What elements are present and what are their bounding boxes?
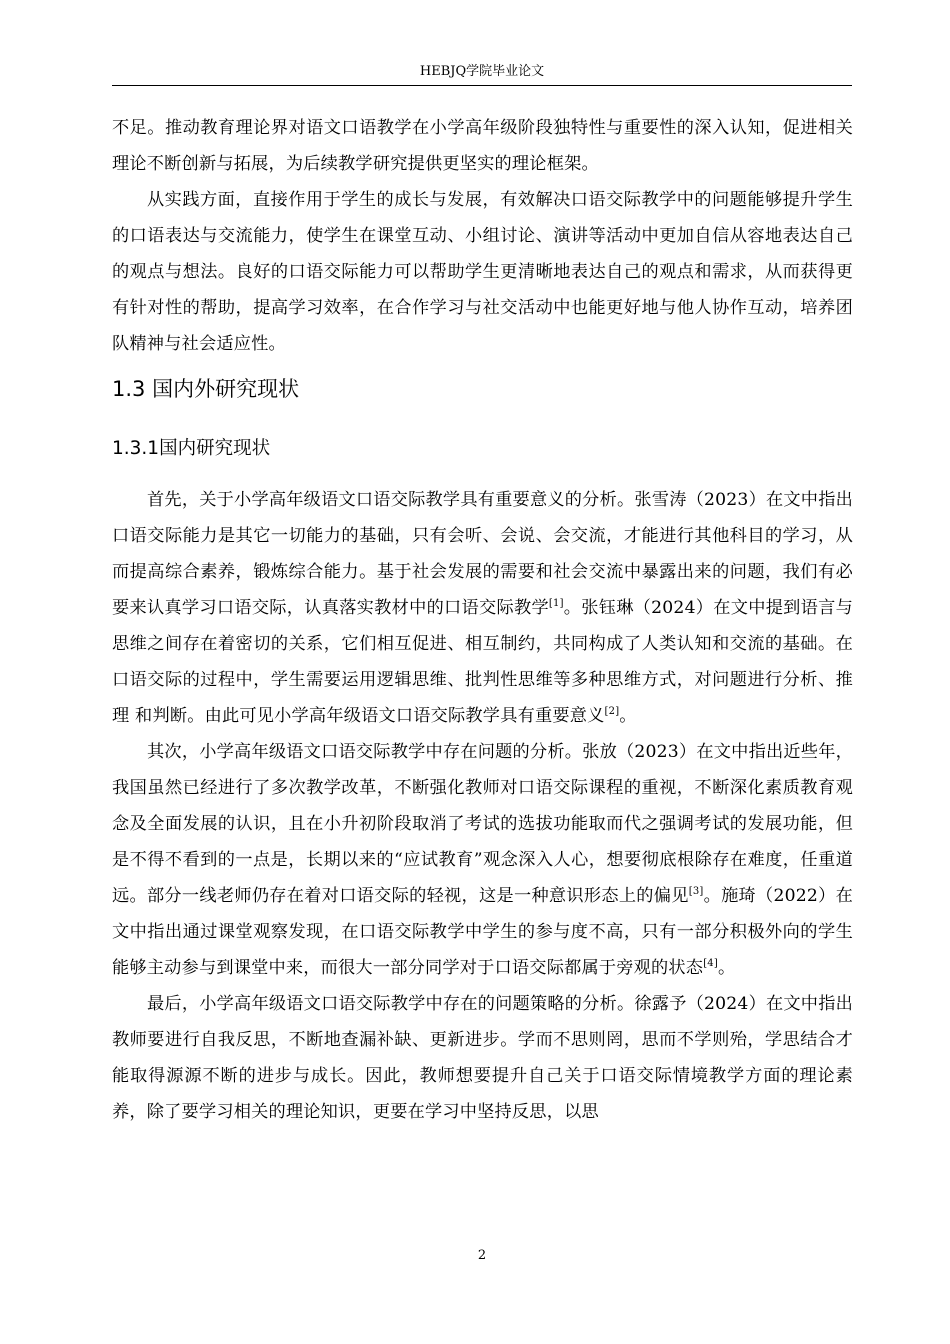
subsection-title: 国内研究现状 — [159, 438, 271, 459]
header-rule — [112, 85, 852, 86]
section-number: 1.3 — [112, 377, 146, 401]
paragraph-text: 。张钰琳（2024）在文中提到语言与思维之间存在着密切的关系，它们相互促进、相互制约，共同构成了人类认知和交流的基础。在口语交际的过程中，学生需要运用逻辑思维、批判性思维等多种思维方式，对问题进行分析、推理 和判断。由此可见小学高年级语文口语交际教学具有重要意义 — [112, 598, 853, 726]
page-body — [112, 110, 853, 1130]
subsection-number: 1.3.1 — [112, 438, 160, 459]
paragraph-text: 。施琦（2022）在文中指出通过课堂观察发现，在口语交际教学中学生的参与度不高，只有一部分积极外向的学生能够主动参与到课堂中来，而很大一部分同学对于口语交际都属于旁观的状态 — [112, 886, 853, 978]
paragraph-text: 其次，小学高年级语文口语交际教学中存在问题的分析。张放（2023）在文中指出近些年，我国虽然已经进行了多次教学改革，不断强化教师对口语交际课程的重视，不断深化素质教育观念及全面发展的认识，且在小升初阶段取消了考试的选拔功能取而代之强调考试的发展功能，但是不得不看到的一点是，长期以来的“应试教育”观念深入人心，想要彻底根除存在难度，任重道远。部分一线老师仍存在着对口语交际的轻视，这是一种意识形态上的偏见 — [112, 742, 853, 906]
citation-ref[interactable]: [3] — [688, 886, 704, 897]
paragraph-problems — [112, 734, 853, 986]
paragraph-text: 首先，关于小学高年级语文口语交际教学具有重要意义的分析。张雪涛（2023）在文中指出口语交际能力是其它一切能力的基础，只有会听、会说、会交流，才能进行其他科目的学习，从而提高综合素养，锻炼综合能力。基于社会发展的需要和社会交流中暴露出来的问题，我们有必要来认真学习口语交际，认真落实教材中的口语交际教学 — [112, 490, 853, 618]
citation-ref[interactable]: [2] — [604, 706, 620, 717]
paragraph-text: 。 — [717, 958, 736, 978]
subsection-heading — [112, 434, 853, 464]
section-heading — [112, 374, 853, 404]
section-title: 国内外研究现状 — [152, 377, 300, 401]
citation-ref[interactable]: [1] — [548, 598, 564, 609]
running-header: HEBJQ学院毕业论文 — [419, 64, 545, 79]
paragraph-continuation: 不足。推动教育理论界对语文口语教学在小学高年级阶段独特性与重要性的深入认知，促进相关理论不断创新与拓展，为后续教学研究提供更坚实的理论框架。 — [112, 118, 853, 174]
page-number: 2 — [477, 1248, 487, 1263]
paragraph-practice: 从实践方面，直接作用于学生的成长与发展，有效解决口语交际教学中的问题能够提升学生的口语表达与交流能力，使学生在课堂互动、小组讨论、演讲等活动中更加自信从容地表达自己的观点与想法。良好的口语交际能力可以帮助学生更清晰地表达自己的观点和需求，从而获得更有针对性的帮助，提高学习效率，在合作学习与社交活动中也能更好地与他人协作互动，培养团队精神与社会适应性。 — [112, 190, 853, 354]
paragraph-text: 。 — [619, 706, 637, 726]
paragraph-strategies: 最后，小学高年级语文口语交际教学中存在的问题策略的分析。徐露予（2024）在文中指出教师要进行自我反思，不断地查漏补缺、更新进步。学而不思则罔，思而不学则殆，学思结合才能取得源源不断的进步与成长。因此，教师想要提升自己关于口语交际情境教学方面的理论素养，除了要学习相关的理论知识，更要在学习中坚持反思，以思 — [112, 994, 853, 1122]
paragraph-significance — [112, 482, 853, 734]
citation-ref[interactable]: [4] — [703, 958, 718, 969]
